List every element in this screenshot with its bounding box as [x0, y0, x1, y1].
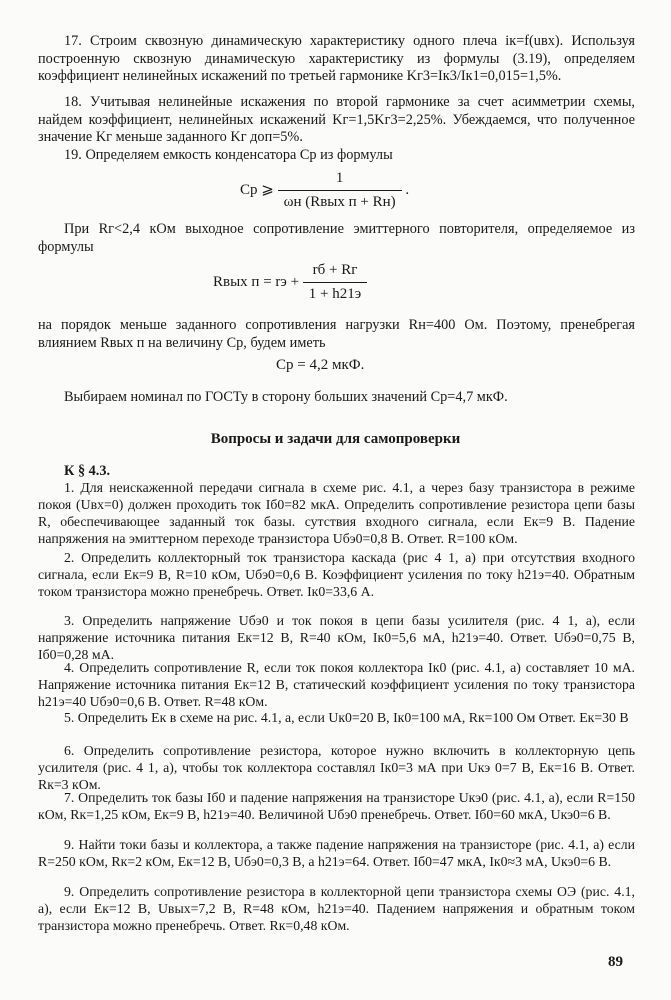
question-6: 6. Определить сопротивление резистора, которое нужно включить в коллекторную цепь усилителя (рис. 4 1, а), чтобы ток коллектора составлял Iк0=3 мА при Uкэ 0=7 В, Eк=16 В. Ответ. Rк=3 кОм.	[38, 743, 635, 792]
section-label: К § 4.3.	[64, 463, 111, 479]
question-2: 2. Определить коллекторный ток транзистора каскада (рис 4 1, а) при отсутствия входного сигнала, если Eк=9 В, R=10 кОм, Uбэ0=0,6 В. Коэффициент усиления по току h21э=40. Обратным током транзистора можно пренебречь. Ответ. Iк0=33,6 А.	[38, 550, 635, 599]
paragraph-17: 17. Строим сквозную динамическую характеристику одного плеча iк=f(uвх). Используя построенную сквозную динамическую характеристику из формулы (3.19), определяем коэффициент нелинейных искажений по третьей гармонике Kг3=Iк3/Iк1=0,015=1,5%.	[38, 33, 635, 84]
paragraph-choose: Выбираем номинал по ГОСТу в сторону больших значений Cр=4,7 мкФ.	[64, 389, 508, 405]
formula-output-resistance	[213, 262, 367, 303]
formula-1-denominator: ωн (Rвых п + Rн)	[283, 194, 396, 210]
page-number: 89	[608, 954, 623, 970]
question-9: 9. Определить сопротивление резистора в коллекторной цепи транзистора схемы ОЭ (рис. 4.1, а), если Eк=12 В, Uвых=7,2 В, R=48 кОм, h21э=40. Падением напряжения и обратным током транзистора можно пренебречь. Ответ. Rк=0,48 кОм.	[38, 884, 635, 933]
paragraph-19: 19. Определяем емкость конденсатора Cр из формулы	[64, 147, 393, 163]
paragraph-rg: При Rг<2,4 кОм выходное сопротивление эмиттерного повторителя, определяемое из формулы	[38, 221, 635, 255]
paragraph-18: 18. Учитывая нелинейные искажения по второй гармонике за счет асимметрии схемы, найдем коэффициент, нелинейных искажений Kг=1,5Kг3=2,25%. Убеждаемся, что полученное значение Kг меньше заданного Kг доп=5%.	[38, 94, 635, 145]
formula-1-numerator: 1	[278, 170, 402, 191]
question-8: 9. Найти токи базы и коллектора, а также падение напряжения на транзисторе (рис. 4.1, а) если R=250 кОм, Rк=2 кОм, Eк=12 В, Uбэ0=0,3 В, а h21э=64. Ответ. Iб0=47 мкА, Iк0≈3 мА, Uкэ0=6 В.	[38, 837, 635, 869]
formula-2-denominator: 1 + h21э	[308, 286, 362, 302]
formula-2-lhs: Rвых п = rэ +	[213, 273, 300, 290]
formula-capacitance: Cр ⩾ $\frac{1}{\text{ωн (Rвых п + Rн)}}$ .	[240, 170, 410, 210]
formula-result: Cр = 4,2 мкФ.	[276, 357, 365, 373]
question-3: 3. Определить напряжение Uбэ0 и ток покоя в цепи базы усилителя (рис. 4 1, а), если напряжение источника питания Eк=12 В, R=40 кОм, Iк0=5,6 мА, h21э=40. Ответ. Uбэ0=0,75 В, Iб0=0,28 мА.	[38, 613, 635, 662]
paragraph-order: на порядок меньше заданного сопротивления нагрузки Rн=400 Ом. Поэтому, пренебрегая влиянием Rвых п на величину Cр, будем иметь	[38, 317, 635, 351]
formula-1-lhs: Cр ⩾	[240, 181, 274, 198]
section-heading: Вопросы и задачи для самопроверки	[210, 431, 461, 447]
formula-2-numerator: rб + Rг	[303, 262, 367, 283]
question-5: 5. Определить Eк в схеме на рис. 4.1, а, если Uк0=20 В, Iк0=100 мА, Rк=100 Ом Ответ. Eк=30 В	[64, 710, 629, 725]
formula-2-fraction	[303, 262, 367, 303]
question-1: 1. Для неискаженной передачи сигнала в схеме рис. 4.1, а через базу транзистора в режиме покоя (Uвх=0) должен проходить ток Iб0=82 мкА. Определить сопротивление резистора цепи базы R, обеспечивающее заданный ток базы. сутствия входного сигнала, если Eк=9 В. Падение напряжения на эмиттерном переходе транзистора Uбэ0=0,8 В. Ответ. R=100 кОм.	[38, 480, 635, 546]
formula-1-fraction	[278, 170, 402, 211]
question-4: 4. Определить сопротивление R, если ток покоя коллектора Iк0 (рис. 4.1, а) составляет 10 мА. Напряжение источника питания Eк=12 В, статический коэффициент усиления по току транзистора h21э=40 Uбэ0=0,6 В. Ответ. R=48 кОм.	[38, 660, 635, 709]
question-7: 7. Определить ток базы Iб0 и падение напряжения на транзисторе Uкэ0 (рис. 4.1, а), если R=150 кОм, Rк=1,25 кОм, Eк=9 В, h21э=40. Величиной Uбэ0 пренебречь. Ответ. Iб0=60 мкА, Uкэ0=6 В.	[38, 790, 635, 822]
